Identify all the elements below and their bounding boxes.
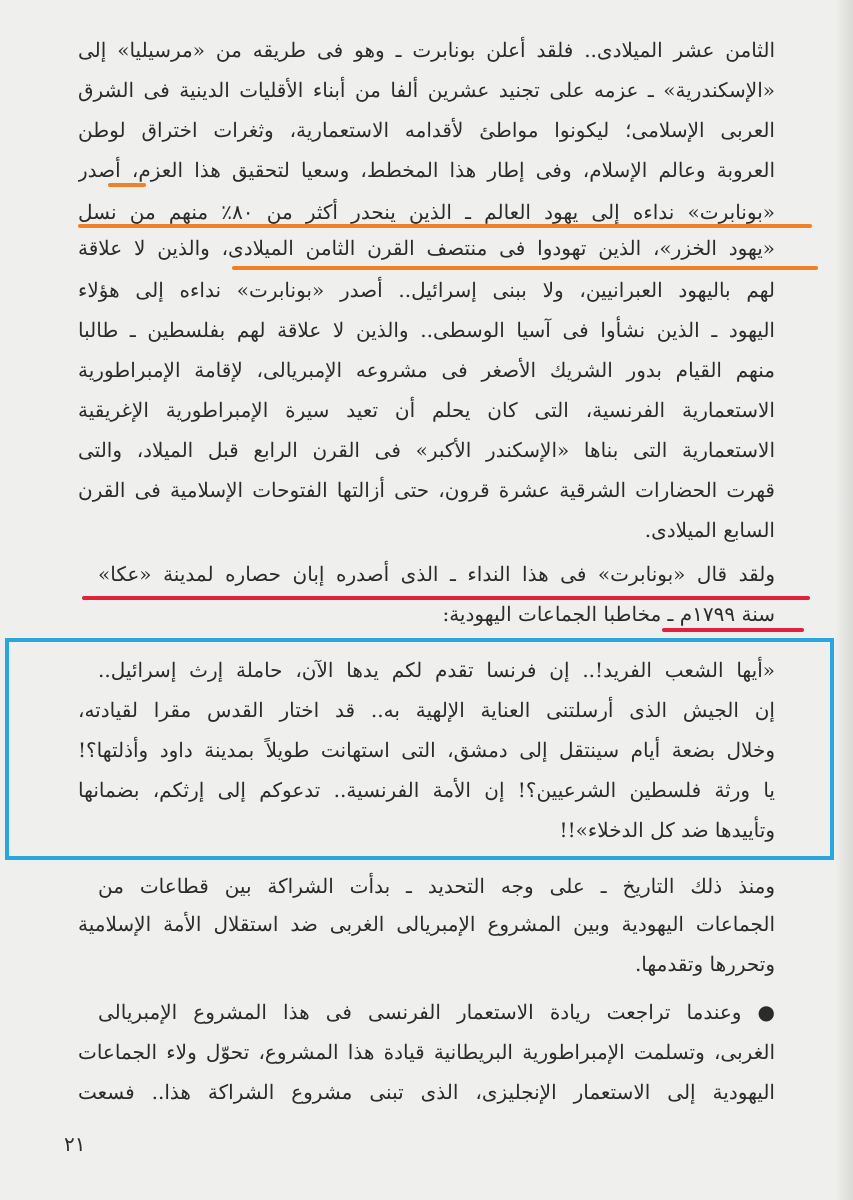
paragraph-1-line-10: الاستعمارية الفرنسية، التى كان يحلم أن تعيد سيرة الإمبراطورية الإغريقية <box>78 398 775 422</box>
paragraph-4-line-3: اليهودية إلى الاستعمار الإنجليزى، الذى تبنى مشروع الشراكة هذا.. فسعت <box>78 1080 775 1104</box>
paragraph-1-line-4: العروبة وعالم الإسلام، وفى إطار هذا المخطط، وسعيا لتحقيق هذا العزم، أصدر <box>78 158 775 182</box>
red-underline-line-1 <box>82 596 810 600</box>
quote-line-2: إن الجيش الذى أرسلتنى العناية الإلهية به.. قد اختار القدس مقرا لقيادته، <box>78 698 775 722</box>
paragraph-4-line-1: ● وعندما تراجعت ريادة الاستعمار الفرنسى فى هذا المشروع الإمبريالى <box>98 1000 775 1024</box>
paragraph-1-line-8: اليهود ـ الذين نشأوا فى آسيا الوسطى.. والذين لا علاقة لهم بفلسطين ـ طالبا <box>78 318 775 342</box>
orange-underline-line-6 <box>232 266 818 270</box>
paragraph-1-line-11: الاستعمارية التى بناها «الإسكندر الأكبر» فى القرن الرابع قبل الميلاد، والتى <box>78 438 775 462</box>
orange-underline-line-5 <box>78 224 812 228</box>
paragraph-3-line-1: ومنذ ذلك التاريخ ـ على وجه التحديد ـ بدأت الشراكة بين قطاعات من <box>98 874 775 898</box>
paragraph-2-line-2: سنة ١٧٩٩م ـ مخاطبا الجماعات اليهودية: <box>442 602 775 626</box>
red-underline-line-2 <box>662 628 804 632</box>
paragraph-3-line-2: الجماعات اليهودية وبين المشروع الإمبريالى الغربى ضد استقلال الأمة الإسلامية <box>78 912 775 936</box>
paragraph-1-line-13: السابع الميلادى. <box>644 518 775 542</box>
quote-line-5: وتأييدها ضد كل الدخلاء»!! <box>559 818 775 842</box>
page-edge-shadow <box>835 0 853 1200</box>
paragraph-2-line-1: ولقد قال «بونابرت» فى هذا النداء ـ الذى أصدره إبان حصاره لمدينة «عكا» <box>98 562 775 586</box>
paragraph-1-line-9: منهم القيام بدور الشريك الأصغر فى مشروعه الإمبريالى، لإقامة الإمبراطورية <box>78 358 775 382</box>
page-number: ٢١ <box>64 1132 86 1156</box>
paragraph-3-line-3: وتحررها وتقدمها. <box>634 952 775 976</box>
quote-line-1: «أيها الشعب الفريد!.. إن فرنسا تقدم لكم يدها الآن، حاملة إرث إسرائيل.. <box>98 658 775 682</box>
quote-line-4: يا ورثة فلسطين الشرعيين؟! إن الأمة الفرنسية.. تدعوكم إلى إرثكم، بضمانها <box>78 778 775 802</box>
paragraph-1-line-12: قهرت الحضارات الشرقية عشرة قرون، حتى أزالتها الفتوحات الإسلامية فى القرن <box>78 478 775 502</box>
paragraph-1-line-1: الثامن عشر الميلادى.. فلقد أعلن بونابرت ـ وهو فى طريقه من «مرسيليا» إلى <box>78 38 775 62</box>
paragraph-1-line-6: «يهود الخزر»، الذين تهودوا فى منتصف القرن الثامن الميلادى، والذين لا علاقة <box>78 236 775 260</box>
paragraph-1-line-2: «الإسكندرية» ـ عزمه على تجنيد عشرين ألفا من أبناء الأقليات الدينية فى الشرق <box>78 78 775 102</box>
paragraph-4-line-2: الغربى، وتسلمت الإمبراطورية البريطانية قيادة هذا المشروع، تحوّل ولاء الجماعات <box>78 1040 775 1064</box>
orange-underline-short <box>108 183 146 187</box>
paragraph-1-line-3: العربى الإسلامى؛ ليكونوا مواطئ لأقدامه الاستعمارية، وثغرات اختراق لوطن <box>78 118 775 142</box>
paragraph-1-line-5: «بونابرت» نداءه إلى يهود العالم ـ الذين ينحدر أكثر من ٨٠٪ منهم من نسل <box>78 200 775 224</box>
paragraph-1-line-7: لهم باليهود العبرانيين، ولا ببنى إسرائيل.. أصدر «بونابرت» نداءه إلى هؤلاء <box>78 278 775 302</box>
quote-line-3: وخلال بضعة أيام سينتقل إلى دمشق، التى استهانت طويلاً بمدينة داود وأذلتها؟! <box>78 738 775 762</box>
